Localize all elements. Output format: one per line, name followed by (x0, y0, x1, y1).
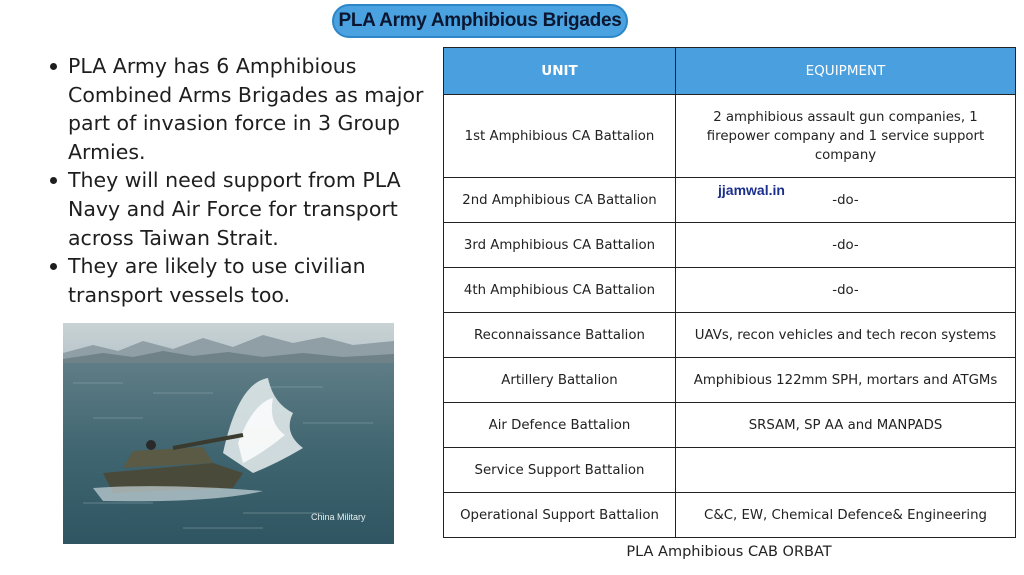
table-row (444, 313, 1016, 358)
bullet-dot-icon (50, 263, 57, 270)
site-watermark: jjamwal.in (718, 182, 785, 198)
equipment-cell (676, 448, 1016, 493)
unit-cell: Artillery Battalion (444, 358, 676, 403)
bullet-item (46, 252, 426, 309)
bullet-item (46, 166, 426, 252)
unit-cell: Air Defence Battalion (444, 403, 676, 448)
equipment-cell: UAVs, recon vehicles and tech recon systems (676, 313, 1016, 358)
equipment-cell: -do- (676, 268, 1016, 313)
unit-cell: 1st Amphibious CA Battalion (444, 95, 676, 178)
photo-watermark: China Military (311, 512, 366, 522)
equipment-cell: Amphibious 122mm SPH, mortars and ATGMs (676, 358, 1016, 403)
equipment-cell: -do- (676, 223, 1016, 268)
bullet-list (46, 52, 426, 309)
unit-cell: 2nd Amphibious CA Battalion (444, 178, 676, 223)
bullet-dot-icon (50, 63, 57, 70)
table-row (444, 223, 1016, 268)
bullet-text: PLA Army has 6 Amphibious Combined Arms Brigades as major part of invasion force in 3 Group Armies. (68, 54, 424, 164)
bullet-text: They are likely to use civilian transport vessels too. (68, 254, 366, 307)
equipment-cell: 2 amphibious assault gun companies, 1 firepower company and 1 service support company (676, 95, 1016, 178)
equipment-column-header: EQUIPMENT (676, 48, 1016, 95)
unit-column-header: UNIT (444, 48, 676, 95)
amphibious-vehicle-photo (63, 323, 394, 544)
unit-cell: Reconnaissance Battalion (444, 313, 676, 358)
table-row (444, 448, 1016, 493)
table-caption: PLA Amphibious CAB ORBAT (626, 544, 832, 560)
table-row (444, 403, 1016, 448)
table-header-row (444, 48, 1016, 95)
bullet-dot-icon (50, 177, 57, 184)
unit-cell: Service Support Battalion (444, 448, 676, 493)
unit-cell: Operational Support Battalion (444, 493, 676, 538)
table-row (444, 268, 1016, 313)
bullet-text: They will need support from PLA Navy and Air Force for transport across Taiwan Strait. (68, 168, 401, 250)
table-row (444, 493, 1016, 538)
page-title: PLA Army Amphibious Brigades (332, 4, 628, 38)
equipment-cell: -do- (676, 178, 1016, 223)
unit-cell: 4th Amphibious CA Battalion (444, 268, 676, 313)
equipment-cell: C&C, EW, Chemical Defence& Engineering (676, 493, 1016, 538)
table-row (444, 95, 1016, 178)
equipment-cell: SRSAM, SP AA and MANPADS (676, 403, 1016, 448)
orbat-table (443, 47, 1016, 538)
bullet-item (46, 52, 426, 166)
table-row (444, 358, 1016, 403)
unit-cell: 3rd Amphibious CA Battalion (444, 223, 676, 268)
